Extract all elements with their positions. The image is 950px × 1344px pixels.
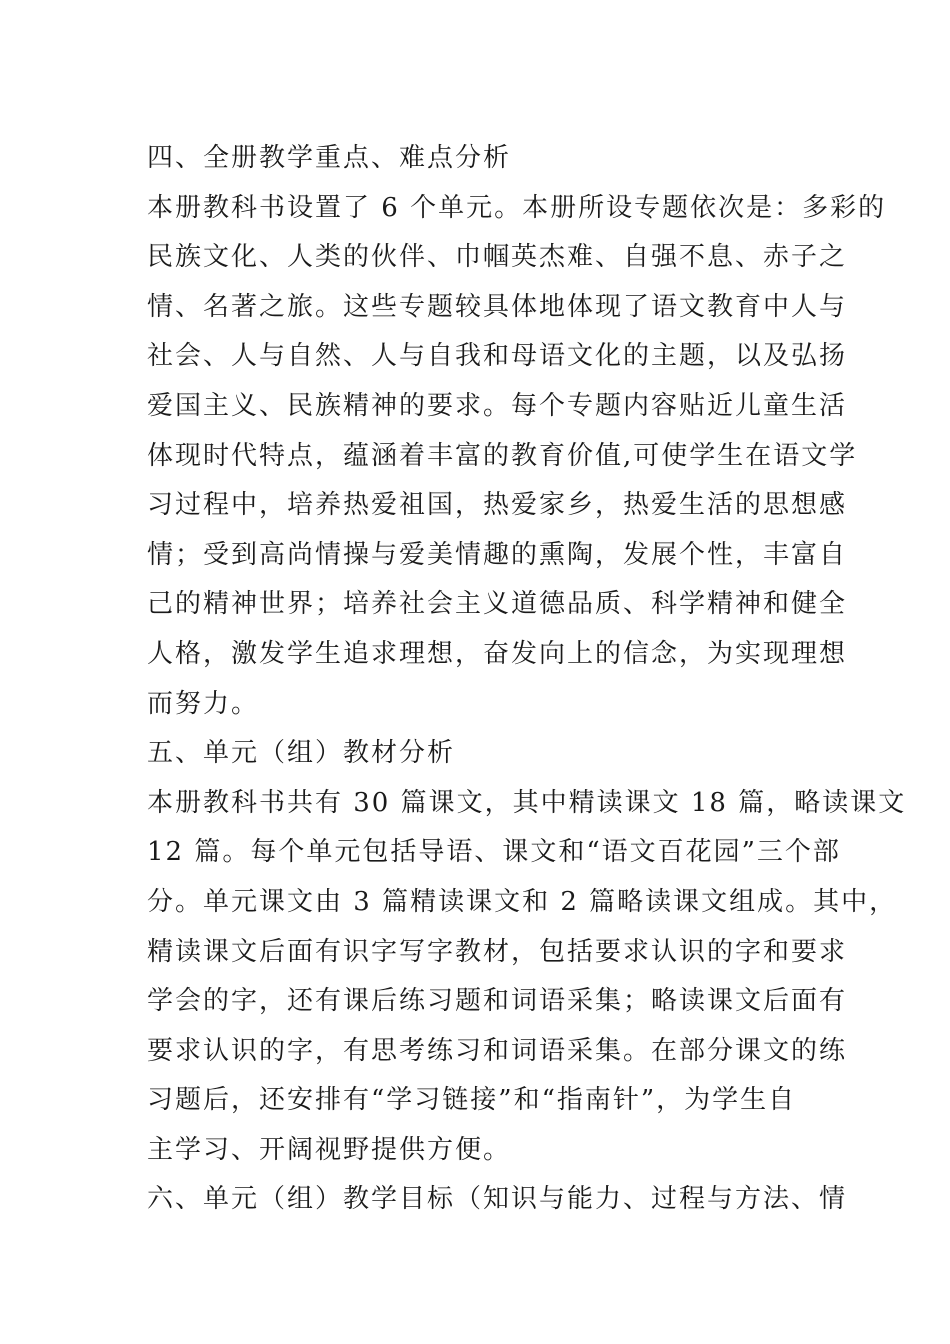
document-body [147,134,907,1225]
paragraph-line: 本册教科书共有 30 篇课文，其中精读课文 18 篇，略读课文 [147,787,907,818]
paragraph-line: 要求认识的字，有思考练习和词语采集。在部分课文的练 [147,1035,848,1066]
paragraph-line: 民族文化、人类的伙伴、巾帼英杰难、自强不息、赤子之 [147,242,848,273]
paragraph-line: 习题后，还安排有“学习链接”和“指南针”，为学生自 [147,1085,797,1116]
paragraph-line: 己的精神世界；培养社会主义道德品质、科学精神和健全 [147,589,848,620]
paragraph-line: 学会的字，还有课后练习题和词语采集；略读课文后面有 [147,986,848,1017]
paragraph-line: 精读课文后面有识字写字教材，包括要求认识的字和要求 [147,936,848,967]
paragraph-line: 情、名著之旅。这些专题较具体地体现了语文教育中人与 [147,291,848,322]
section-4 [147,134,887,729]
section-heading: 六、单元（组）教学目标（知识与能力、过程与方法、情 [147,1184,848,1215]
section-heading: 五、单元（组）教材分析 [147,738,456,769]
paragraph-line: 习过程中，培养热爱祖国，热爱家乡，热爱生活的思想感 [147,490,848,521]
section-5 [147,729,907,1175]
paragraph-line: 情；受到高尚情操与爱美情趣的熏陶，发展个性，丰富自 [147,539,848,570]
section-6 [147,1175,848,1225]
paragraph-line: 而努力。 [147,688,260,719]
paragraph-line: 分。单元课文由 3 篇精读课文和 2 篇略读课文组成。其中， [147,886,898,917]
paragraph-line: 主学习、开阔视野提供方便。 [147,1134,512,1165]
section-heading: 四、全册教学重点、难点分析 [147,143,512,173]
paragraph-line: 社会、人与自然、人与自我和母语文化的主题，以及弘扬 [147,341,848,372]
paragraph-line: 爱国主义、民族精神的要求。每个专题内容贴近儿童生活 [147,390,848,421]
paragraph-line: 本册教科书设置了 6 个单元。本册所设专题依次是：多彩的 [147,192,887,223]
paragraph-line: 12 篇。每个单元包括导语、课文和“语文百花园”三个部 [147,837,841,868]
paragraph-line: 体现时代特点，蕴涵着丰富的教育价值,可使学生在语文学 [147,440,858,471]
paragraph-line: 人格，激发学生追求理想，奋发向上的信念，为实现理想 [147,638,848,669]
